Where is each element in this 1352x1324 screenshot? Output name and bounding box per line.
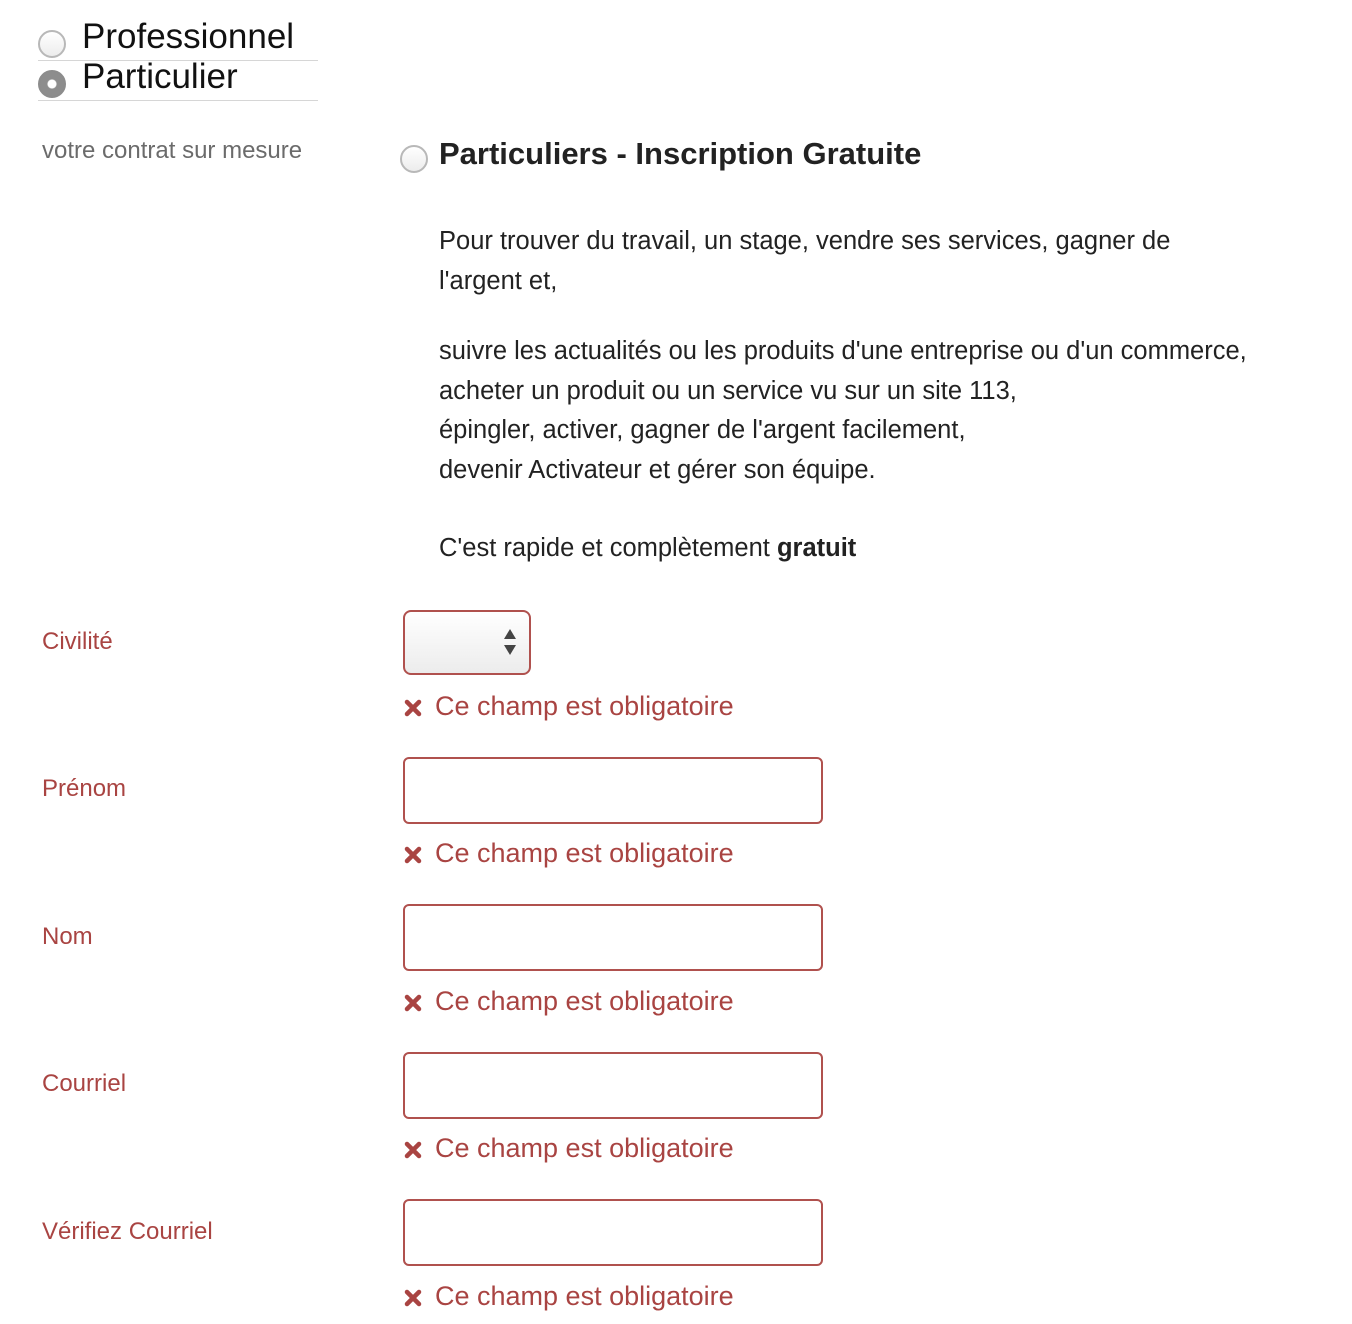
nom-input[interactable] [403,904,823,971]
prenom-label: Prénom [42,775,127,802]
courriel-label: Courriel [42,1070,127,1097]
radio-professionnel-label: Professionnel [82,17,295,56]
select-arrows-icon [503,629,517,655]
civilite-error [403,691,734,722]
verif-courriel-error-text: Ce champ est obligatoire [435,1281,734,1311]
desc-line: suivre les actualités ou les produits d'une entreprise ou d'un commerce, [439,337,1247,365]
error-x-icon [403,1140,423,1160]
courriel-error-text: Ce champ est obligatoire [435,1133,734,1163]
courriel-input[interactable] [403,1052,823,1119]
closing-bold: gratuit [776,534,857,562]
error-x-icon [403,845,423,865]
verif-courriel-error [403,1281,734,1312]
prenom-error-text: Ce champ est obligatoire [435,838,734,868]
desc-line: l'argent et, [439,267,558,295]
error-x-icon [403,698,423,718]
courriel-error [403,1133,734,1164]
sidebar-tagline: votre contrat sur mesure [42,137,303,164]
section-radio[interactable] [400,145,428,173]
civilite-error-text: Ce champ est obligatoire [435,691,734,721]
prenom-error [403,838,734,869]
verif-courriel-input[interactable] [403,1199,823,1266]
desc-line: épingler, activer, gagner de l'argent facilement, [439,416,966,444]
desc-line: Pour trouver du travail, un stage, vendre ses services, gagner de [439,227,1171,255]
civilite-label: Civilité [42,628,113,655]
nom-error [403,986,734,1017]
nom-error-text: Ce champ est obligatoire [435,986,734,1016]
radio-particulier-circle[interactable] [38,70,66,98]
radio-professionnel-circle[interactable] [38,30,66,58]
section-title: Particuliers - Inscription Gratuite [439,136,922,171]
radio-particulier-label: Particulier [82,57,238,96]
closing-line [439,528,856,568]
error-x-icon [403,993,423,1013]
nom-label: Nom [42,923,93,950]
civilite-select[interactable] [403,610,531,675]
prenom-input[interactable] [403,757,823,824]
error-x-icon [403,1288,423,1308]
verif-courriel-label: Vérifiez Courriel [42,1218,213,1245]
radio-particulier[interactable] [38,57,318,101]
desc-line: devenir Activateur et gérer son équipe. [439,456,876,484]
radio-professionnel[interactable] [38,17,318,61]
desc-line: acheter un produit ou un service vu sur un site 113, [439,377,1017,405]
closing-text: C'est rapide et complètement [439,534,777,562]
